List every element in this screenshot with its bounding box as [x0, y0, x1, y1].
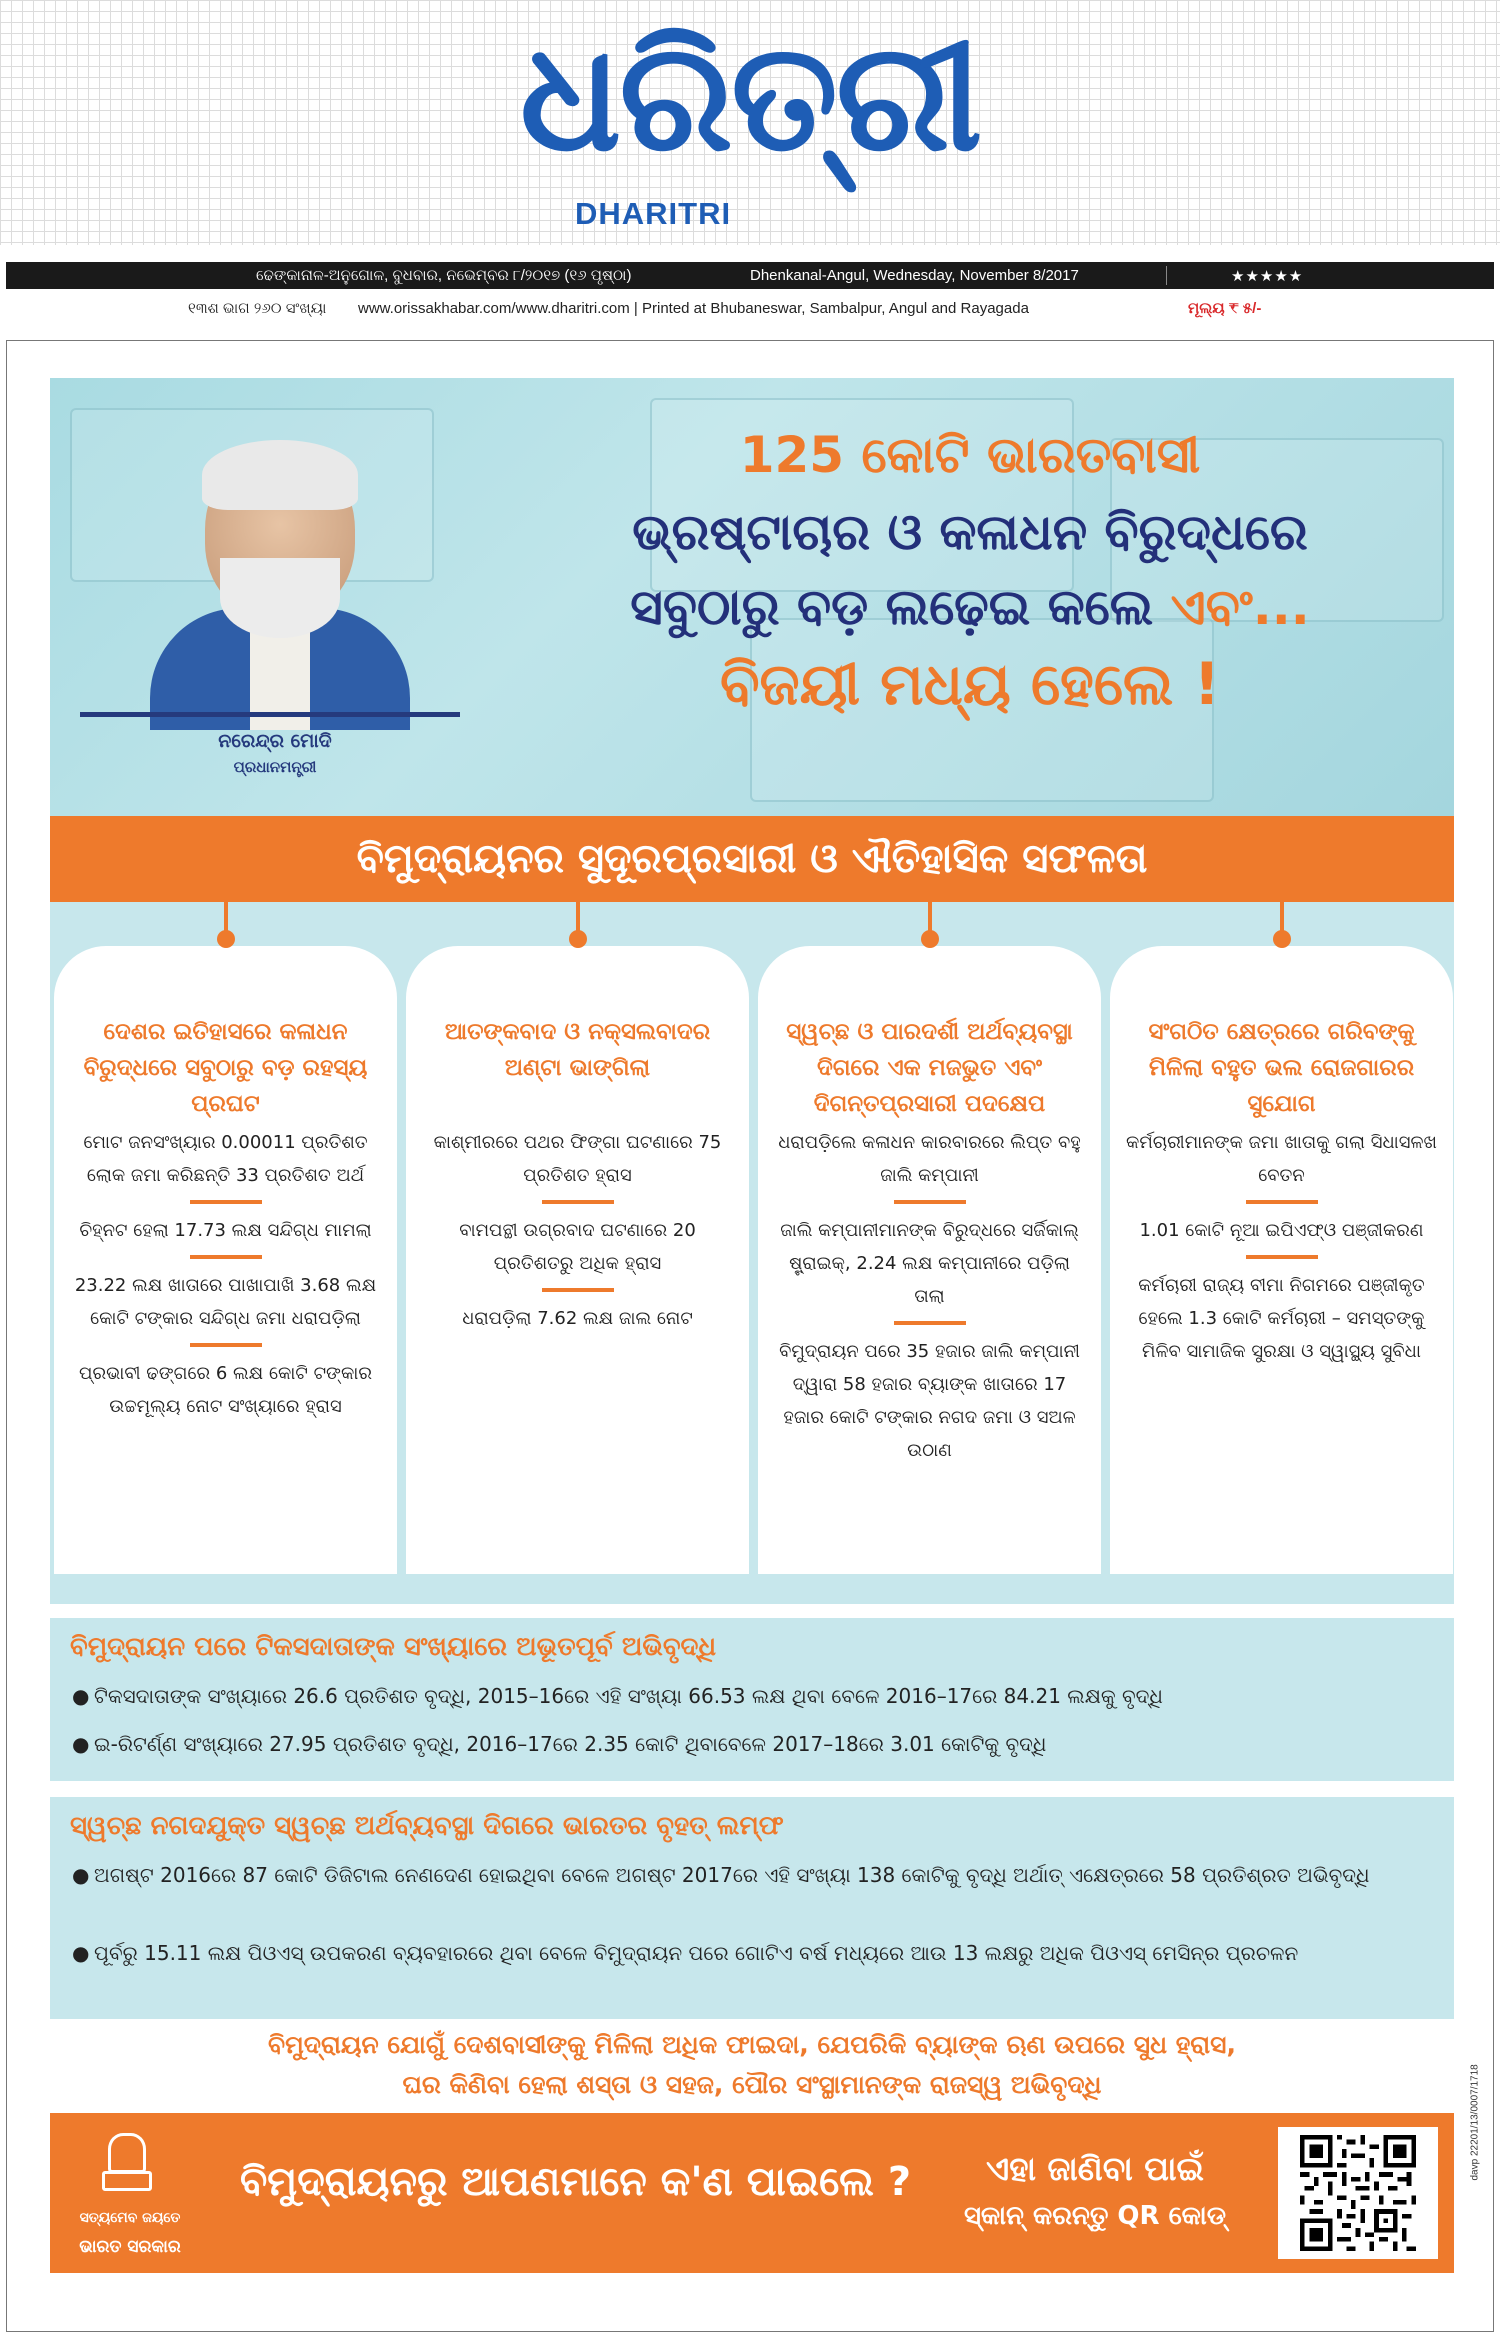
- column-item: କାଶ୍ମୀରରେ ପଥର ଫିଙ୍ଗା ଘଟଣାରେ 75 ପ୍ରତିଶତ ହ୍ରାସ: [433, 1132, 722, 1186]
- item-divider: [894, 1200, 966, 1204]
- item-divider: [542, 1200, 614, 1204]
- column-item: କର୍ମଚାରୀମାନଙ୍କ ଜମା ଖାତାକୁ ଗଲା ସିଧାସଳଖ ବେତନ: [1126, 1132, 1437, 1186]
- column-item: ପ୍ରଭାବୀ ଢଙ୍ଗରେ 6 ଲକ୍ଷ କୋଟି ଟଙ୍କାର ଉଚ୍ଚମୂଲ୍ୟ ନୋଟ ସଂଖ୍ୟାରେ ହ୍ରାସ: [78, 1363, 372, 1417]
- masthead: [0, 0, 1500, 245]
- benefits-line-2: ଘର କିଣିବା ହେଲା ଶସ୍ତା ଓ ସହଜ, ପୌର ସଂସ୍ଥାମାନଙ୍କ ରାଜସ୍ୱ ଅଭିବୃଦ୍ଧି: [402, 2070, 1102, 2099]
- bullet-item: ● ଇ-ରିଟର୍ଣ୍ଣ ସଂଖ୍ୟାରେ 27.95 ପ୍ରତିଶତ ବୃଦ୍ଧି, 2016–17ରେ 2.35 କୋଟି ଥିବାବେଳେ 2017–18ରେ 3.01 କୋଟିକୁ ବୃଦ୍ଧି: [72, 1726, 1432, 1763]
- headline-line-3-main: ସବୁଠାରୁ ବଡ଼ ଲଢ଼େଇ କଲେ: [630, 578, 1171, 636]
- headline-line-4: ବିଜୟୀ ମଧ୍ୟ ହେଲେ !: [719, 650, 1221, 718]
- footer-question: ବିମୁଦ୍ରାୟନରୁ ଆପଣମାନେ କ'ଣ ପାଇଲେ ?: [240, 2159, 912, 2205]
- hero-section: [50, 378, 1454, 816]
- column-title: ସ୍ୱଚ୍ଛ ଓ ପାରଦର୍ଶୀ ଅର୍ଥବ୍ୟବସ୍ଥା ଦିଗରେ ଏକ ମଜଭୁତ ଏବଂ ଦିଗନ୍ତପ୍ରସାରୀ ପଦକ୍ଷେପ: [786, 1019, 1073, 1117]
- item-divider: [190, 1200, 262, 1204]
- price: ମୂଲ୍ୟ ₹ ୫/-: [1188, 300, 1262, 317]
- column-items: [1126, 1126, 1437, 1376]
- column-item: ଚିହ୍ନଟ ହେଲା 17.73 ଲକ୍ଷ ସନ୍ଦିଗ୍ଧ ମାମଲା: [79, 1220, 372, 1241]
- item-divider: [894, 1321, 966, 1325]
- logo-english: DHARITRI: [575, 196, 732, 231]
- bullet-icon: ●: [72, 1941, 90, 1965]
- advertisement: [50, 378, 1454, 2273]
- dateline-divider: [1166, 266, 1167, 285]
- dateline-odia: ଢେଙ୍କାନାଳ-ଅନୁଗୋଳ, ବୁଧବାର, ନଭେମ୍ବର ୮/୨୦୧୭ (୧୬ ପୃଷ୍ଠା): [256, 267, 632, 284]
- bullet-icon: ●: [72, 1863, 90, 1887]
- column-item: କର୍ମଚାରୀ ରାଜ୍ୟ ବୀମା ନିଗମରେ ପଞ୍ଜୀକୃତ ହେଲେ 1.3 କୋଟି କର୍ମଚାରୀ – ସମସ୍ତଙ୍କୁ ମିଳିବ ସାମାଜିକ ସୁରକ୍ଷା ଓ ସ୍ୱାସ୍ଥ୍ୟ ସୁବିଧା: [1138, 1275, 1425, 1362]
- edition-stars: ★★★★★: [1231, 268, 1304, 285]
- column-items: [422, 1126, 733, 1343]
- bullet-icon: ●: [72, 1684, 90, 1708]
- achievement-column: [54, 946, 397, 1574]
- bullet-item: ● ପୂର୍ବରୁ 15.11 ଲକ୍ଷ ପିଓଏସ୍ ଉପକରଣ ବ୍ୟବହାରରେ ଥିବା ବେଳେ ବିମୁଦ୍ରାୟନ ପରେ ଗୋଟିଏ ବର୍ଷ ମଧ୍ୟରେ ଆଉ 13 ଲକ୍ଷରୁ ଅଧିକ ପିଓଏସ୍ ମେସିନ୍‌ର ପ୍ରଚଳନ: [72, 1935, 1432, 1972]
- pm-portrait: [110, 418, 440, 730]
- benefits-strip: [50, 2025, 1454, 2113]
- footer-cta-line-2: ସ୍କାନ୍ କରନ୍ତୁ QR କୋଡ୍: [963, 2201, 1227, 2231]
- pm-name: ନରେନ୍ଦ୍ର ମୋଦି: [218, 730, 332, 752]
- column-item: ବାମପନ୍ଥୀ ଉଗ୍ରବାଦ ଘଟଣାରେ 20 ପ୍ରତିଶତରୁ ଅଧିକ ହ୍ରାସ: [459, 1220, 696, 1274]
- cashless-economy-box: [50, 1797, 1454, 2019]
- achievement-column: [758, 946, 1101, 1574]
- item-divider: [1246, 1255, 1318, 1259]
- column-item: ଜାଲି କମ୍ପାନୀମାନଙ୍କ ବିରୁଦ୍ଧରେ ସର୍ଜିକାଲ୍ ଷ୍ଟ୍ରାଇକ୍, 2.24 ଲକ୍ଷ କମ୍ପାନୀରେ ପଡ଼ିଲା ତାଲା: [780, 1220, 1079, 1307]
- subline: [0, 298, 1500, 320]
- issue-number: ୧୩ଶ ଭାଗ ୨୬୦ ସଂଖ୍ୟା: [188, 300, 327, 317]
- column-item: ବିମୁଦ୍ରାୟନ ପରେ 35 ହଜାର ଜାଲି କମ୍ପାନୀ ଦ୍ୱାରା 58 ହଜାର ବ୍ୟାଙ୍କ ଖାତାରେ 17 ହଜାର କୋଟି ଟଙ୍କାର ନଗଦ ଜମା ଓ ସଅଳ ଉଠାଣ: [779, 1341, 1080, 1461]
- achievement-column: [1110, 946, 1453, 1574]
- item-divider: [542, 1288, 614, 1292]
- ashoka-emblem-icon: [102, 2133, 146, 2193]
- bullet-item: ● ଟିକସଦାତାଙ୍କ ସଂଖ୍ୟାରେ 26.6 ପ୍ରତିଶତ ବୃଦ୍ଧି, 2015–16ରେ ଏହି ସଂଖ୍ୟା 66.53 ଲକ୍ଷ ଥିବା ବେଳେ 2016–17ରେ 84.21 ଲକ୍ଷକୁ ବୃଦ୍ଧି: [72, 1678, 1432, 1715]
- column-item: ଧରାପଡ଼ିଲା 7.62 ଲକ୍ଷ ଜାଲ ନୋଟ: [462, 1308, 693, 1329]
- headline-line-3: [520, 578, 1420, 637]
- column-item: 1.01 କୋଟି ନୂଆ ଇପିଏଫ୍ଓ ପଞ୍ଜୀକରଣ: [1139, 1220, 1424, 1241]
- footer-cta-line-1: ଏହା ଜାଣିବା ପାଇଁ: [986, 2149, 1204, 2188]
- achievement-column: [406, 946, 749, 1574]
- item-divider: [1246, 1200, 1318, 1204]
- headline-line-2: ଭ୍ରଷ୍ଟାଚାର ଓ କଳାଧନ ବିରୁଦ୍ଧରେ: [632, 503, 1308, 561]
- column-title: ଆତଙ୍କବାଦ ଓ ନକ୍ସଲବାଦର ଅଣ୍ଟା ଭାଙ୍ଗିଲା: [444, 1019, 711, 1081]
- newspaper-logo: [470, 8, 1030, 188]
- headline-line-1: 125 କୋଟି ଭାରତବାସୀ: [739, 426, 1201, 484]
- qr-code-icon[interactable]: [1278, 2127, 1438, 2259]
- box-title: ବିମୁଦ୍ରାୟନ ପରେ ଟିକସଦାତାଙ୍କ ସଂଖ୍ୟାରେ ଅଭୂତପୂର୍ବ ଅଭିବୃଦ୍ଧି: [70, 1632, 717, 1662]
- box-title: ସ୍ୱଚ୍ଛ ନଗଦଯୁକ୍ତ ସ୍ୱଚ୍ଛ ଅର୍ଥବ୍ୟବସ୍ଥା ଦିଗରେ ଭାରତର ବୃହତ୍ ଲମ୍ଫ: [70, 1811, 784, 1841]
- pm-title: ପ୍ରଧାନମନ୍ତ୍ରୀ: [233, 758, 317, 776]
- column-title: ଦେଶର ଇତିହାସରେ କଳାଧନ ବିରୁଦ୍ଧରେ ସବୁଠାରୁ ବଡ଼ ରହସ୍ୟ ପ୍ରଘଟ: [83, 1019, 368, 1117]
- taxpayer-growth-box: [50, 1618, 1454, 1781]
- website-print-info: www.orissakhabar.com/www.dharitri.com | Printed at Bhubaneswar, Sambalpur, Angul and Rayagada: [358, 300, 1029, 317]
- emblem-motto: ସତ୍ୟମେବ ଜୟତେ: [79, 2210, 181, 2226]
- footer-bar: [50, 2113, 1454, 2273]
- column-item: ମୋଟ ଜନସଂଖ୍ୟାର 0.00011 ପ୍ରତିଶତ ଲୋକ ଜମା କରିଛନ୍ତି 33 ପ୍ରତିଶତ ଅର୍ଥ: [83, 1132, 368, 1186]
- item-divider: [190, 1255, 262, 1259]
- column-items: [70, 1126, 381, 1431]
- bullet-icon: ●: [72, 1732, 90, 1756]
- logo-odia: ଧରିତ୍ରୀ: [519, 11, 981, 185]
- dateline-english: Dhenkanal-Angul, Wednesday, November 8/2017: [750, 267, 1079, 284]
- item-divider: [190, 1343, 262, 1347]
- column-item: ଧରାପଡ଼ିଲେ କଳାଧନ କାରବାରରେ ଲିପ୍ତ ବହୁ ଜାଲି କମ୍ପାନୀ: [778, 1132, 1081, 1186]
- section-banner: ବିମୁଦ୍ରାୟନର ସୁଦୂରପ୍ରସାରୀ ଓ ଐତିହାସିକ ସଫଳତା: [50, 816, 1454, 902]
- portrait-underline: [80, 712, 460, 717]
- column-title: ସଂଗଠିତ କ୍ଷେତ୍ରରେ ଗରିବଙ୍କୁ ମିଳିଲା ବହୁତ ଭଲ ରୋଜଗାରର ସୁଯୋଗ: [1148, 1019, 1415, 1117]
- dateline-bar: [6, 262, 1494, 289]
- ad-reference-code: davp 22201/13/0007/1718: [1469, 2064, 1481, 2181]
- bullet-item: ● ଅଗଷ୍ଟ 2016ରେ 87 କୋଟି ଡିଜିଟାଲ ନେଣଦେଣ ହୋଇଥିବା ବେଳେ ଅଗଷ୍ଟ 2017ରେ ଏହି ସଂଖ୍ୟା 138 କୋଟିକୁ ବୃଦ୍ଧି ଅର୍ଥାତ୍ ଏକ୍ଷେତ୍ରରେ 58 ପ୍ରତିଶ୍ରତ ଅଭିବୃଦ୍ଧି: [72, 1857, 1432, 1894]
- column-item: 23.22 ଲକ୍ଷ ଖାତାରେ ପାଖାପାଖି 3.68 ଲକ୍ଷ କୋଟି ଟଙ୍କାର ସନ୍ଦିଗ୍ଧ ଜମା ଧରାପଡ଼ିଲା: [74, 1275, 377, 1329]
- benefits-line-1: ବିମୁଦ୍ରାୟନ ଯୋଗୁଁ ଦେଶବାସୀଙ୍କୁ ମିଳିଲା ଅଧିକ ଫାଇଦା, ଯେପରିକି ବ୍ୟାଙ୍କ ଋଣ ଉପରେ ସୁଧ ହ୍ରାସ,: [268, 2030, 1236, 2059]
- headline-line-3-accent: ଏବଂ...: [1170, 578, 1310, 636]
- column-items: [774, 1126, 1085, 1475]
- government-label: ଭାରତ ସରକାର: [79, 2237, 181, 2257]
